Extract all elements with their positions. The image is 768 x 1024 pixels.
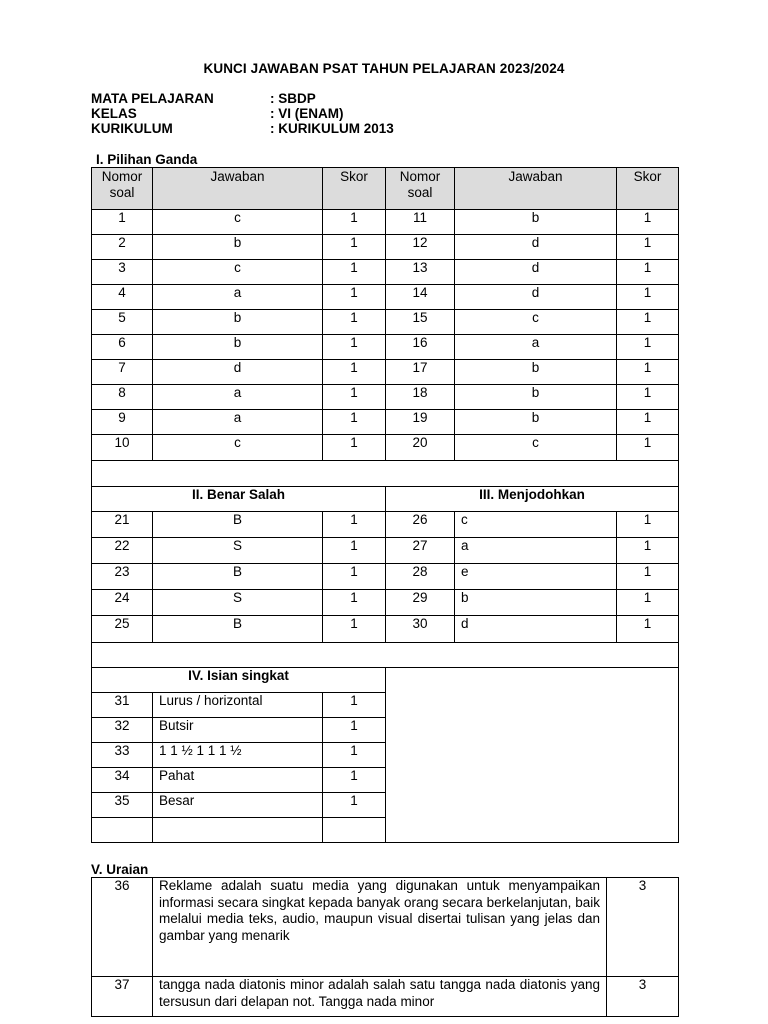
table-cell: 3: [92, 260, 153, 285]
document-title: KUNCI JAWABAN PSAT TAHUN PELAJARAN 2023/2024: [203, 61, 565, 76]
table-row: [92, 210, 679, 235]
table-cell: 1: [323, 768, 386, 793]
table-row: [92, 360, 679, 385]
table-cell: e: [455, 564, 617, 590]
table-cell: a: [153, 385, 323, 410]
table-cell: b: [455, 410, 617, 435]
table-cell: 1: [323, 538, 386, 564]
table-cell: c: [455, 435, 617, 461]
header-cell: Jawaban: [455, 168, 617, 210]
table-cell: 11: [386, 210, 455, 235]
blank-cell: [92, 643, 679, 668]
subheader-row: [92, 668, 679, 693]
header-cell: Skor: [617, 168, 679, 210]
table-cell: d: [153, 360, 323, 385]
table-cell: 26: [386, 512, 455, 538]
table-row: [92, 564, 679, 590]
table-cell: c: [455, 310, 617, 335]
blank-block: [386, 668, 679, 843]
table-cell: 1: [92, 210, 153, 235]
blank-cell: [92, 818, 153, 843]
table-cell: 1: [323, 718, 386, 743]
table-cell: B: [153, 616, 323, 643]
subheader-matching: III. Menjodohkan: [386, 487, 679, 512]
table-cell: 27: [386, 538, 455, 564]
table-cell: 1: [617, 360, 679, 385]
header-cell: Nomor soal: [386, 168, 455, 210]
table-cell: c: [153, 435, 323, 461]
table-cell: d: [455, 260, 617, 285]
table-cell: b: [455, 210, 617, 235]
table-row: [92, 512, 679, 538]
table-cell: Pahat: [153, 768, 323, 793]
table-cell: 1: [323, 235, 386, 260]
table-cell: c: [455, 512, 617, 538]
table-cell: Besar: [153, 793, 323, 818]
table-cell: b: [153, 310, 323, 335]
table-cell: 1: [617, 590, 679, 616]
table-cell: 1: [617, 564, 679, 590]
essay-score: 3: [607, 878, 679, 977]
table-cell: 1: [323, 435, 386, 461]
essay-number: 36: [92, 878, 153, 977]
table-cell: 1: [323, 260, 386, 285]
table-cell: 1: [617, 616, 679, 643]
table-cell: b: [455, 385, 617, 410]
table-cell: a: [153, 410, 323, 435]
table-cell: 1: [617, 310, 679, 335]
table-row: [92, 335, 679, 360]
meta-value: : VI (ENAM): [270, 106, 344, 121]
table-cell: 23: [92, 564, 153, 590]
meta-value: : KURIKULUM 2013: [270, 121, 394, 136]
table-cell: 1: [323, 590, 386, 616]
table-cell: 1: [323, 743, 386, 768]
header-cell: Skor: [323, 168, 386, 210]
table-cell: 17: [386, 360, 455, 385]
table-cell: 32: [92, 718, 153, 743]
header-cell: Jawaban: [153, 168, 323, 210]
table-cell: 4: [92, 285, 153, 310]
essay-number: 37: [92, 977, 153, 1017]
table-cell: 1: [617, 512, 679, 538]
table-cell: a: [153, 285, 323, 310]
table-cell: 12: [386, 235, 455, 260]
table-cell: a: [455, 335, 617, 360]
table-cell: B: [153, 512, 323, 538]
table-row: [92, 410, 679, 435]
essay-answer: Reklame adalah suatu media yang digunakan untuk menyampaikan informasi secara singkat kepada banyak orang secara berkelanjutan, baik melalui media teks, audio, maupun visual disertai tulisan yang jelas dan gambar yang menarik: [153, 878, 607, 977]
table-cell: 1: [617, 285, 679, 310]
meta-label: MATA PELAJARAN: [91, 91, 214, 106]
table-cell: 1: [323, 793, 386, 818]
table-cell: 1: [323, 410, 386, 435]
table-cell: 24: [92, 590, 153, 616]
blank-cell: [323, 818, 386, 843]
table-cell: 20: [386, 435, 455, 461]
essay-table: [91, 877, 679, 1017]
table-row: [92, 590, 679, 616]
table-row: [92, 260, 679, 285]
table-cell: b: [153, 235, 323, 260]
table-cell: 1: [323, 564, 386, 590]
table-cell: 1: [323, 310, 386, 335]
table-cell: 1: [617, 210, 679, 235]
table-cell: 1 1 ½ 1 1 1 ½: [153, 743, 323, 768]
table-cell: d: [455, 285, 617, 310]
table-cell: 14: [386, 285, 455, 310]
table-cell: 6: [92, 335, 153, 360]
table-cell: d: [455, 235, 617, 260]
table-cell: b: [153, 335, 323, 360]
table-cell: 10: [92, 435, 153, 461]
table-cell: 19: [386, 410, 455, 435]
table-cell: d: [455, 616, 617, 643]
table-cell: b: [455, 360, 617, 385]
table-cell: 21: [92, 512, 153, 538]
table-cell: 28: [386, 564, 455, 590]
table-cell: 35: [92, 793, 153, 818]
table-cell: 16: [386, 335, 455, 360]
subheader-short-answer: IV. Isian singkat: [92, 668, 386, 693]
table-row: [92, 310, 679, 335]
table-cell: 25: [92, 616, 153, 643]
header-cell: Nomor soal: [92, 168, 153, 210]
meta-label: KURIKULUM: [91, 121, 173, 136]
table-cell: B: [153, 564, 323, 590]
table-cell: 1: [617, 235, 679, 260]
table-cell: b: [455, 590, 617, 616]
section-label-multiple-choice: I. Pilihan Ganda: [96, 152, 198, 167]
table-row: [92, 538, 679, 564]
table-cell: 5: [92, 310, 153, 335]
table-cell: a: [455, 538, 617, 564]
blank-cell: [153, 818, 323, 843]
table-cell: c: [153, 210, 323, 235]
table-cell: 1: [617, 435, 679, 461]
table-cell: 15: [386, 310, 455, 335]
meta-label: KELAS: [91, 106, 137, 121]
table-cell: S: [153, 538, 323, 564]
table-cell: Butsir: [153, 718, 323, 743]
table-cell: 1: [323, 512, 386, 538]
table-row: [92, 435, 679, 461]
blank-cell: [92, 461, 679, 487]
essay-answer: tangga nada diatonis minor adalah salah satu tangga nada diatonis yang tersusun dari delapan not. Tangga nada minor: [153, 977, 607, 1017]
table-cell: 8: [92, 385, 153, 410]
table-cell: 33: [92, 743, 153, 768]
table-row: [92, 285, 679, 310]
table-cell: 1: [323, 360, 386, 385]
essay-row: [92, 878, 679, 977]
table-cell: S: [153, 590, 323, 616]
table-header-row: [92, 168, 679, 210]
table-cell: 30: [386, 616, 455, 643]
spacer-row: [92, 461, 679, 487]
table-cell: 7: [92, 360, 153, 385]
table-cell: 31: [92, 693, 153, 718]
table-cell: 1: [617, 538, 679, 564]
table-cell: 1: [323, 616, 386, 643]
spacer-row: [92, 643, 679, 668]
table-cell: 22: [92, 538, 153, 564]
table-cell: 13: [386, 260, 455, 285]
table-row: [92, 385, 679, 410]
table-cell: 9: [92, 410, 153, 435]
table-cell: 1: [617, 385, 679, 410]
subheader-true-false: II. Benar Salah: [92, 487, 386, 512]
table-cell: 1: [617, 410, 679, 435]
table-cell: 1: [617, 260, 679, 285]
table-cell: 29: [386, 590, 455, 616]
table-cell: c: [153, 260, 323, 285]
meta-value: : SBDP: [270, 91, 316, 106]
essay-row: [92, 977, 679, 1017]
table-cell: 1: [323, 210, 386, 235]
table-cell: 2: [92, 235, 153, 260]
table-cell: 34: [92, 768, 153, 793]
table-cell: Lurus / horizontal: [153, 693, 323, 718]
section-label-essay: V. Uraian: [91, 862, 149, 877]
table-row: [92, 235, 679, 260]
answer-key-table: [91, 167, 679, 843]
table-row: [92, 616, 679, 643]
table-cell: 1: [323, 285, 386, 310]
essay-score: 3: [607, 977, 679, 1017]
table-cell: 1: [323, 385, 386, 410]
table-cell: 1: [323, 335, 386, 360]
table-cell: 1: [617, 335, 679, 360]
subheader-row: [92, 487, 679, 512]
table-cell: 18: [386, 385, 455, 410]
table-cell: 1: [323, 693, 386, 718]
